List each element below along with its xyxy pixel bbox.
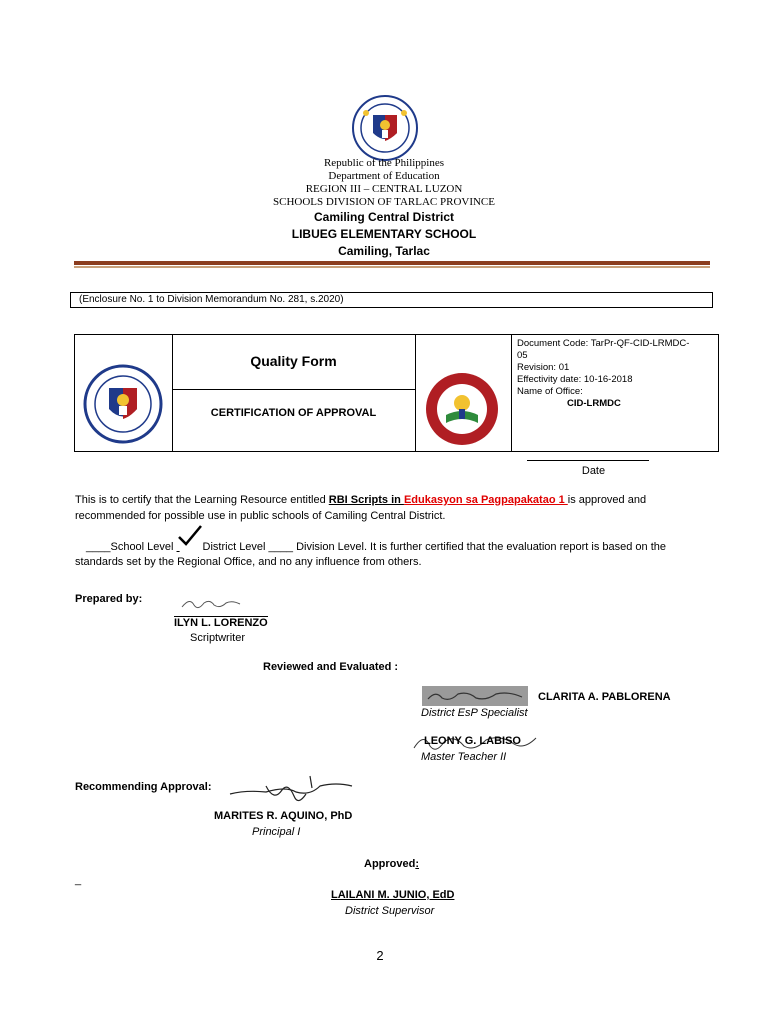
- date-line: [527, 460, 649, 461]
- enclosure-box: [70, 292, 713, 308]
- date-label: Date: [581, 465, 606, 477]
- p1-line2: recommended for possible use in public schools of Camiling Central District.: [75, 510, 446, 522]
- signature-pablorena: [422, 686, 528, 706]
- office-value: CID-LRMDC: [567, 398, 621, 409]
- prepared-label: Prepared by:: [75, 593, 143, 605]
- header-line3: REGION III – CENTRAL LUZON: [305, 183, 463, 195]
- tarlac-division-seal-icon: [424, 371, 500, 447]
- approved-label-wrap: [364, 858, 419, 870]
- form-title: Quality Form: [250, 353, 337, 369]
- signature-lorenzo-icon: [180, 595, 242, 613]
- approved-dash: _: [75, 874, 82, 886]
- reviewed-label: Reviewed and Evaluated :: [263, 661, 399, 673]
- prepared-role: Scriptwriter: [190, 632, 246, 644]
- deped-seal-icon: [352, 95, 418, 161]
- header-divider-thin: [74, 266, 710, 268]
- approved-colon: :: [415, 858, 420, 870]
- reviewer2-name: LEONY G. LABISO: [424, 735, 521, 747]
- p1-text-d: is approved and: [567, 494, 647, 506]
- header-divider: [74, 261, 710, 265]
- p1-resource-title: Edukasyon sa Pagpapakatao 1: [403, 494, 568, 506]
- quality-form-table: [74, 334, 719, 452]
- approved-role: District Supervisor: [345, 905, 435, 917]
- header-school: LIBUEG ELEMENTARY SCHOOL: [291, 227, 477, 241]
- recommending-role: Principal I: [252, 826, 301, 838]
- signature-aquino-icon: [226, 772, 356, 812]
- deped-seal-form: [83, 364, 163, 449]
- header-location: Camiling, Tarlac: [338, 244, 430, 258]
- reviewer1-role: District EsP Specialist: [421, 707, 528, 719]
- doc-code-cont: 05: [517, 350, 528, 361]
- effectivity-date: Effectivity date: 10-16-2018: [517, 374, 633, 385]
- p2-division-level: Division Level. It is further certified that the evaluation report is based on the: [296, 541, 667, 553]
- p1-text-a: This is to certify that the Learning Resource entitled: [75, 494, 329, 506]
- header-district: Camiling Central District: [313, 210, 455, 224]
- p2-blank: ____: [86, 541, 111, 553]
- page-number: 2: [376, 948, 384, 963]
- prepared-name: ILYN L. LORENZO: [174, 617, 268, 629]
- district-check: [177, 539, 203, 555]
- form-subtitle: CERTIFICATION OF APPROVAL: [210, 407, 377, 419]
- doc-code: Document Code: TarPr-QF-CID-LRMDC-: [517, 338, 690, 349]
- p2-line2: standards set by the Regional Office, and no any influence from others.: [75, 556, 422, 568]
- recommending-label: Recommending Approval:: [75, 781, 212, 793]
- header-line1: Republic of the Philippines: [323, 157, 445, 169]
- p2-district-level: District Level ____: [202, 541, 297, 553]
- p2-school-level: School Level: [110, 541, 177, 553]
- tarlac-seal: [424, 371, 500, 452]
- recommending-name: MARITES R. AQUINO, PhD: [214, 810, 353, 822]
- header-line2: Department of Education: [328, 170, 440, 182]
- checkmark-icon: [177, 525, 203, 547]
- reviewer1-name: CLARITA A. PABLORENA: [538, 691, 671, 703]
- deped-seal-header: [352, 95, 418, 161]
- approved-label: Approved: [364, 858, 416, 870]
- signature-pablorena-icon: [422, 686, 528, 706]
- document-info: [517, 338, 713, 410]
- p1-text-b: RBI Scripts in: [328, 494, 404, 506]
- reviewer2-role: Master Teacher II: [421, 751, 507, 763]
- deped-seal-icon: [83, 364, 163, 444]
- certification-paragraph: [75, 492, 715, 524]
- header-line4: SCHOOLS DIVISION OF TARLAC PROVINCE: [273, 196, 495, 208]
- office-label: Name of Office:: [517, 386, 583, 397]
- approved-name: LAILANI M. JUNIO, EdD: [331, 889, 455, 901]
- level-paragraph: [86, 539, 716, 555]
- revision: Revision: 01: [517, 362, 570, 373]
- enclosure-text: (Enclosure No. 1 to Division Memorandum No. 281, s.2020): [79, 294, 344, 305]
